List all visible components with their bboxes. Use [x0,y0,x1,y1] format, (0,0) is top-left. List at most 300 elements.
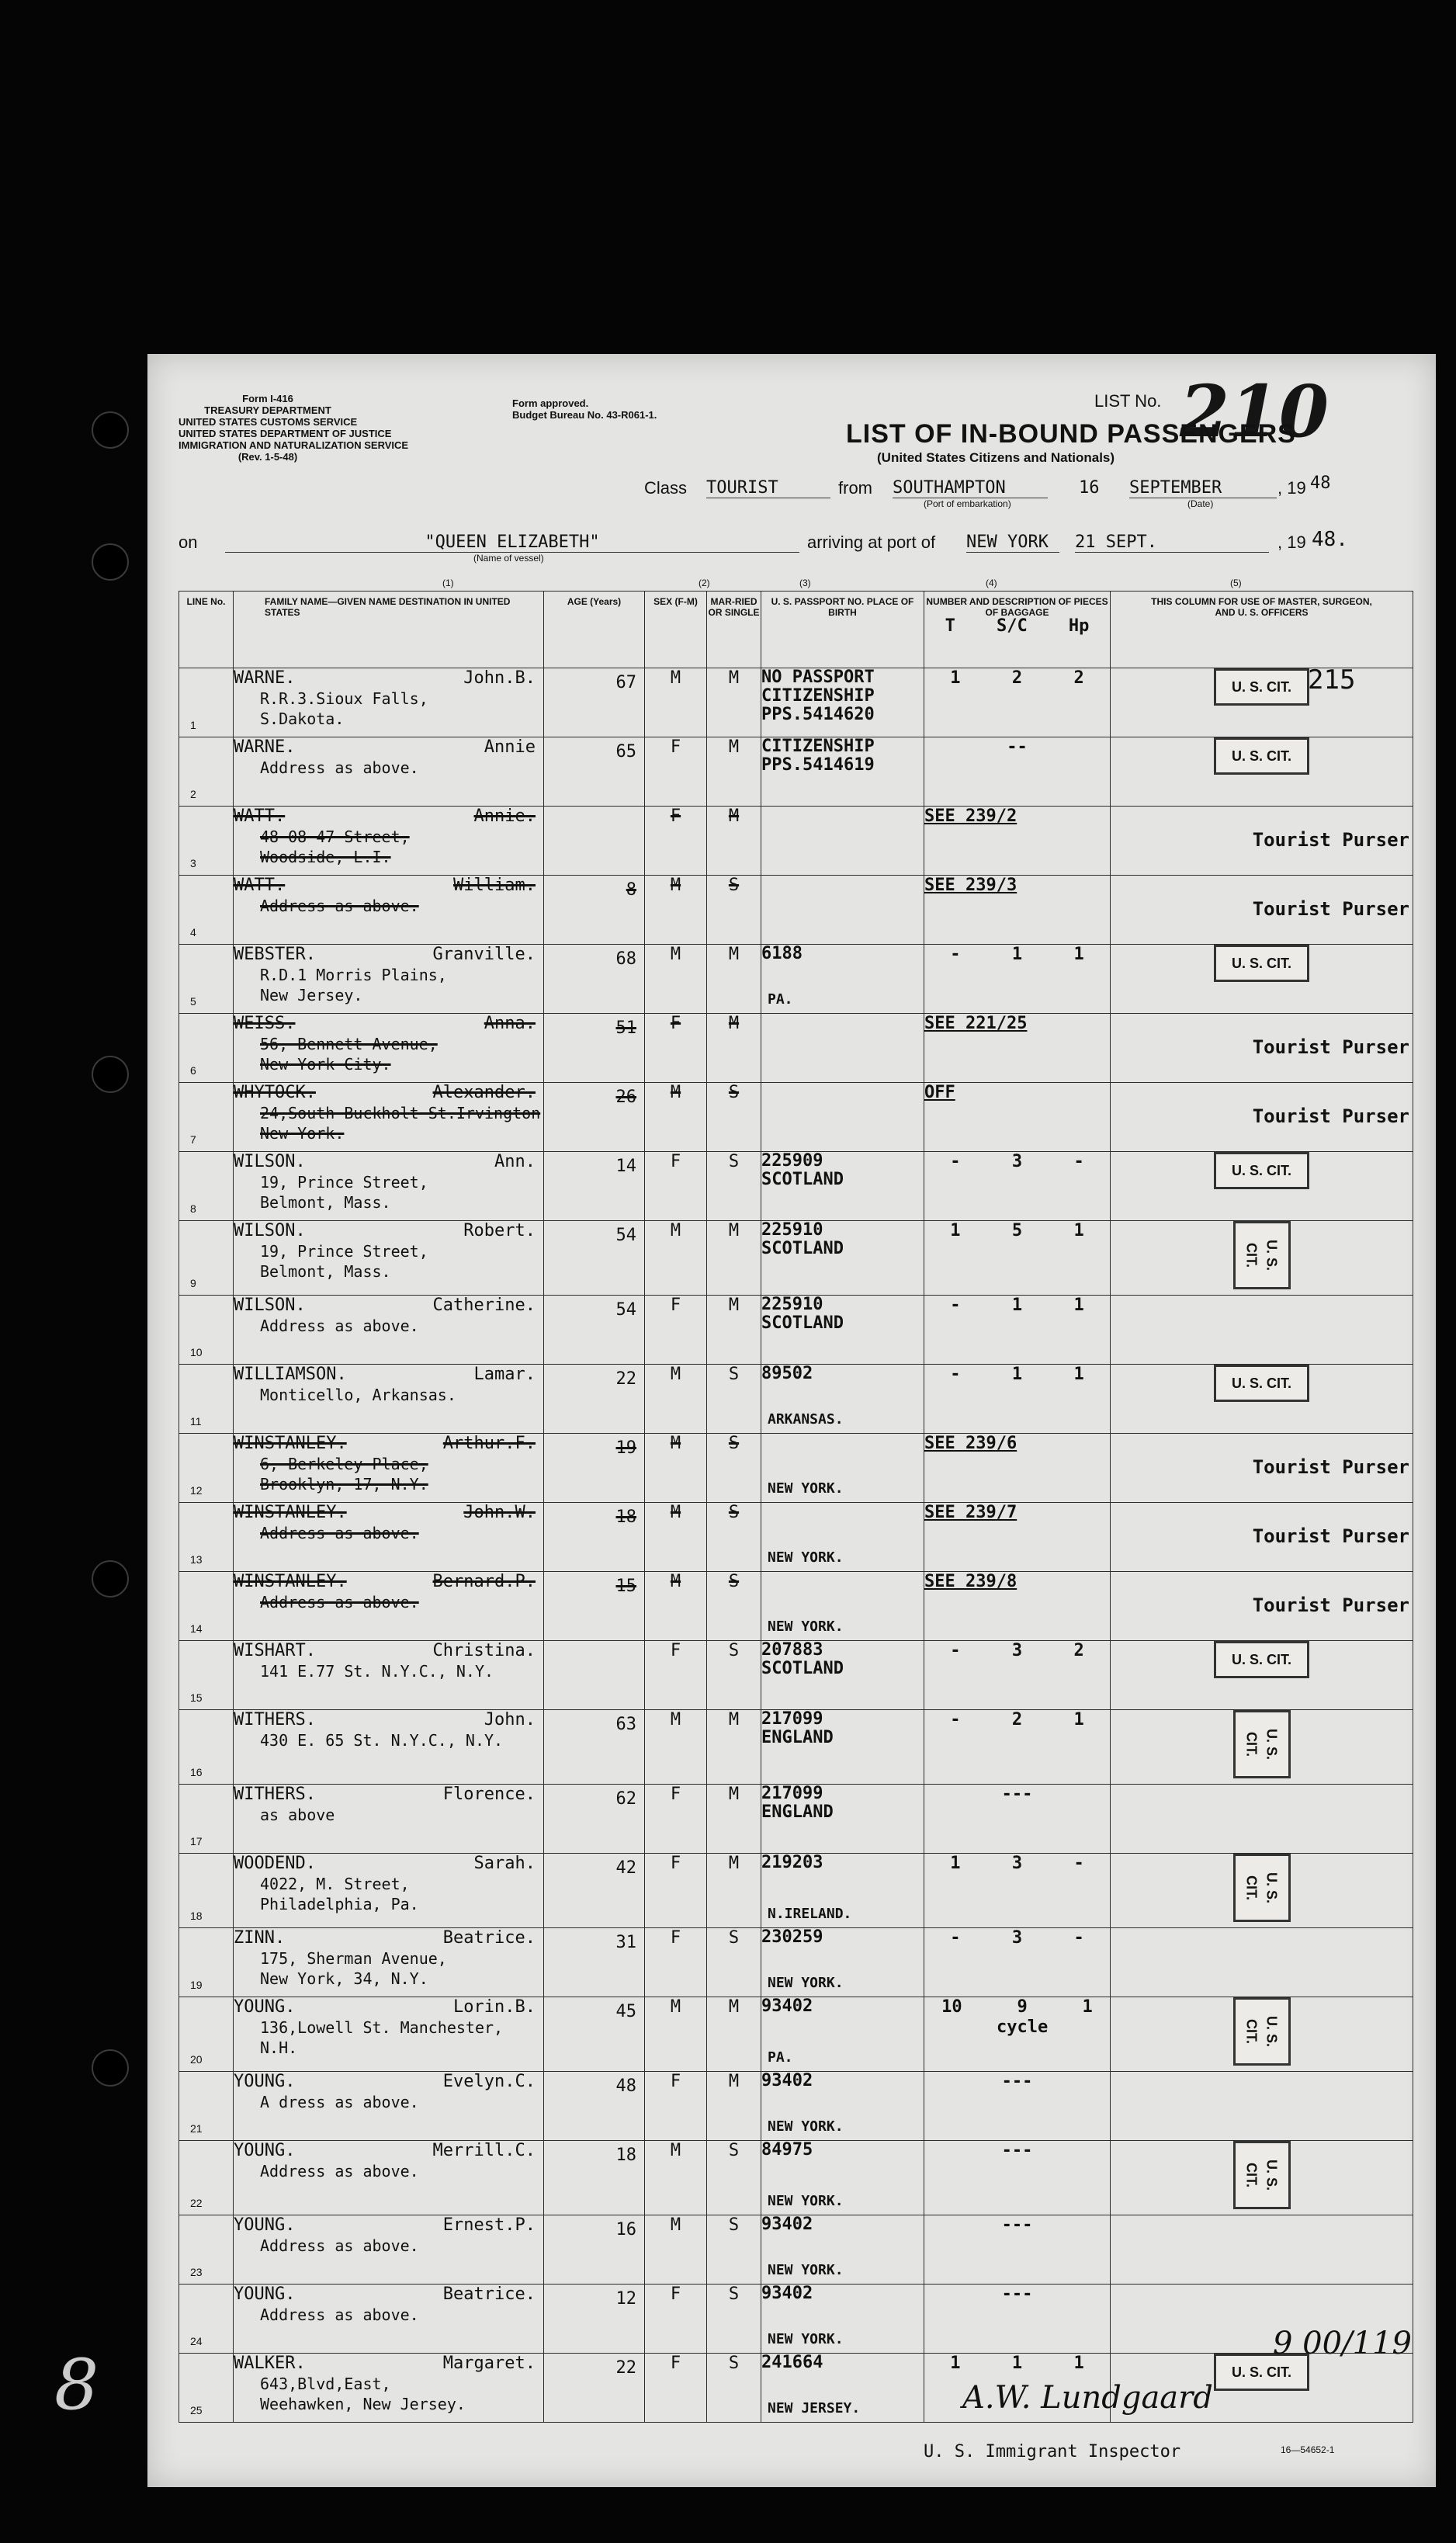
line-number: 5 [190,995,196,1008]
passport-value: 93402 [761,1997,813,2016]
family-name: WEBSTER. [234,945,316,964]
line-cell [179,1785,234,1854]
line-number: 2 [190,788,196,800]
destination: R.D.1 Morris Plains, New Jersey. [260,966,447,1004]
destination: Address as above. [260,2305,419,2324]
table-row [179,2285,1413,2354]
on-label: on [179,533,198,552]
line-cell [179,945,234,1014]
age-value: 42 [615,1858,636,1878]
baggage-cell [924,1221,1111,1296]
passport-value: 225909 SCOTLAND [761,1151,844,1189]
table-row [179,1221,1413,1296]
age-value: 22 [615,2358,636,2378]
marital-value: M [707,807,761,876]
age-cell [544,668,645,737]
family-name: WITHERS. [234,1785,316,1804]
line-cell [179,1014,234,1083]
line-cell [179,2072,234,2141]
sex-value: M [645,2141,707,2215]
destination: 141 E.77 St. N.Y.C., N.Y. [260,1662,494,1681]
table-row [179,1928,1413,1997]
purser-note: Tourist Purser [1252,1594,1409,1616]
line-cell [179,2215,234,2285]
purser-note: Tourist Purser [1252,1456,1409,1478]
name-cell [234,1928,544,1997]
sex-value: F [645,1928,707,1997]
passport-value: NO PASSPORT CITIZENSHIP PPS.5414620 [761,668,875,724]
given-name: Margaret. [442,2354,536,2373]
us-cit-stamp: U. S. CIT. [1214,737,1309,775]
marital-value: S [707,876,761,945]
age-cell [544,1641,645,1710]
arriving-label: arriving at port of [807,533,936,552]
bag-sc: 2 [1011,1710,1023,1729]
passport-value: CITIZENSHIP PPS.5414619 [761,737,875,775]
given-name: Annie. [473,807,536,826]
justice-dept: UNITED STATES DEPARTMENT OF JUSTICE [179,428,392,439]
family-name: ZINN. [234,1928,286,1948]
destination: R.R.3.Sioux Falls, S.Dakota. [260,689,428,728]
bag-hp: 2 [1073,1641,1084,1660]
destination: Address as above. [260,1524,419,1542]
purser-note: Tourist Purser [1252,1036,1409,1058]
officer-cell [1111,1785,1413,1854]
destination: Address as above. [260,758,419,777]
age-cell [544,807,645,876]
bag-hp: 1 [1073,2354,1084,2373]
age-value: 54 [615,1300,636,1320]
sex-value: F [645,2285,707,2354]
see-reference: SEE 239/2 [924,807,1017,826]
us-cit-stamp: U. S. CIT. [1214,668,1309,706]
age-cell [544,945,645,1014]
marital-value: M [707,1221,761,1296]
baggage-cell [924,2285,1111,2354]
passport-value: 225910 SCOTLAND [761,1295,844,1333]
line-cell [179,1928,234,1997]
officer-cell [1111,876,1413,945]
baggage-cell [924,1365,1111,1434]
passport-value: 84975 [761,2140,813,2160]
family-name: WINSTANLEY. [234,1572,347,1591]
destination: 4022, M. Street, Philadelphia, Pa. [260,1875,419,1913]
destination: as above [260,1806,335,1824]
age-value: 63 [615,1715,636,1734]
table-row [179,2072,1413,2141]
name-cell [234,807,544,876]
line-number: 7 [190,1133,196,1146]
given-name: Alexander. [432,1083,536,1102]
officer-cell [1111,807,1413,876]
line-cell [179,737,234,807]
line-number: 8 [190,1202,196,1215]
given-name: Bernard.P. [432,1572,536,1591]
baggage-cell [924,945,1111,1014]
officer-cell [1111,1854,1413,1928]
passport-cell [761,1785,924,1854]
baggage-cell [924,1997,1111,2072]
header-officer-column [1111,592,1413,668]
place-of-birth: NEW YORK. [768,1549,844,1566]
line-number: 6 [190,1064,196,1077]
line-cell [179,1854,234,1928]
place-of-birth: NEW YORK. [768,1618,844,1635]
passport-cell [761,1365,924,1434]
bag-t: 10 [941,1997,962,2017]
passport-cell [761,2354,924,2423]
line-number: 10 [190,1346,203,1358]
bag-sc: 3 [1011,1641,1023,1660]
age-cell [544,1572,645,1641]
table-row [179,1365,1413,1434]
marital-value: S [707,1434,761,1503]
passport-value: 93402 [761,2284,813,2303]
passport-cell [761,737,924,807]
given-name: Catherine. [432,1296,536,1315]
age-cell [544,1710,645,1785]
sex-value: M [645,945,707,1014]
marital-value: M [707,945,761,1014]
line-number: 19 [190,1979,203,1991]
bag-t: 1 [950,1854,961,1873]
class-value: TOURIST [706,478,830,498]
date-caption: (Date) [1187,498,1214,509]
age-value: 68 [615,949,636,969]
table-row [179,668,1413,737]
table-row [179,1572,1413,1641]
sex-value: F [645,1785,707,1854]
inspector-label: U. S. Immigrant Inspector [924,2442,1181,2461]
officer-cell [1111,1572,1413,1641]
passport-value: 207883 SCOTLAND [761,1640,844,1678]
age-value: 14 [615,1157,636,1176]
age-cell [544,876,645,945]
name-cell [234,2072,544,2141]
family-name: WATT. [234,876,286,895]
bag-hp: 1 [1073,1221,1084,1240]
table-row [179,1997,1413,2072]
baggage-cell [924,1296,1111,1365]
us-cit-stamp: U. S. CIT. [1214,1365,1309,1402]
passport-cell [761,2215,924,2285]
list-number: 210 [1180,369,1329,453]
age-cell [544,737,645,807]
passenger-rows [179,668,1413,2423]
line-number: 3 [190,857,196,869]
baggage-cell [924,1014,1111,1083]
destination: 136,Lowell St. Manchester, N.H. [260,2018,504,2057]
name-cell [234,2354,544,2423]
bag-t: - [950,1365,961,1384]
destination: Address as above. [260,2236,419,2255]
baggage-cell [924,1928,1111,1997]
see-reference: SEE 239/7 [924,1503,1017,1522]
passport-value: 217099 ENGLAND [761,1784,834,1822]
place-of-birth: NEW YORK. [768,2193,844,2209]
passport-cell [761,1434,924,1503]
given-name: Evelyn.C. [442,2072,536,2091]
line-number: 17 [190,1835,203,1847]
destination: 175, Sherman Avenue, New York, 34, N.Y. [260,1949,447,1988]
officer-cell [1111,2215,1413,2285]
passport-value: 230259 [761,1927,823,1947]
name-cell [234,1710,544,1785]
name-cell [234,1641,544,1710]
binder-hole [92,411,129,449]
family-name: WILSON. [234,1221,306,1240]
baggage-cell [924,807,1111,876]
line-number: 15 [190,1691,203,1704]
us-cit-stamp: U. S. CIT. [1214,1152,1309,1189]
header-married: MAR-RIED OR SINGLE [707,592,761,668]
given-name: Ernest.P. [442,2215,536,2235]
baggage-cell [924,1854,1111,1928]
margin-number: 215 [1308,664,1356,696]
place-of-birth: NEW YORK. [768,1975,844,1991]
given-name: Robert. [463,1221,536,1240]
table-row [179,876,1413,945]
officer-cell [1111,1928,1413,1997]
officer-cell [1111,2072,1413,2141]
family-name: YOUNG. [234,2072,296,2091]
line-number: 12 [190,1484,203,1497]
vessel-name: "QUEEN ELIZABETH" [225,533,799,553]
purser-note: Tourist Purser [1252,1105,1409,1127]
bag-sc: 1 [1011,945,1023,964]
line-number: 16 [190,1766,203,1778]
form-approval [512,397,657,421]
line-cell [179,807,234,876]
passport-cell [761,1014,924,1083]
see-reference: OFF [924,1083,955,1102]
passport-cell [761,945,924,1014]
print-code: 16—54652-1 [1281,2444,1335,2455]
see-reference: SEE 239/8 [924,1572,1017,1591]
marital-value: M [707,1854,761,1928]
bag-t: - [950,1710,961,1729]
line-cell [179,1503,234,1572]
family-name: WARNE. [234,668,296,688]
arrival-port: NEW YORK [966,533,1059,553]
line-cell [179,2141,234,2215]
place-of-birth: PA. [768,2049,793,2066]
header-baggage [924,592,1111,668]
bag-sc: --- [1001,2285,1033,2304]
officer-cell [1111,1710,1413,1785]
given-name: John. [484,1710,536,1729]
destination: Address as above. [260,2162,419,2180]
baggage-cell [924,1152,1111,1221]
officer-cell [1111,1083,1413,1152]
name-cell [234,1365,544,1434]
bag-hp: - [1073,1152,1084,1171]
passport-value: 225910 SCOTLAND [761,1220,844,1258]
line-cell [179,1434,234,1503]
page-title: LIST OF IN-BOUND PASSENGERS [846,419,1296,449]
given-name: Merrill.C. [432,2141,536,2160]
passport-cell [761,1083,924,1152]
baggage-cell [924,1083,1111,1152]
name-cell [234,1221,544,1296]
given-name: John.W. [463,1503,536,1522]
page-subtitle: (United States Citizens and Nationals) [877,450,1115,465]
line-number: 9 [190,1277,196,1289]
given-name: Arthur.F. [442,1434,536,1453]
bag-hp: 2 [1073,668,1084,688]
us-cit-stamp: U. S. CIT. [1233,1997,1291,2066]
family-name: WILSON. [234,1152,306,1171]
table-row [179,1296,1413,1365]
destination: Address as above. [260,897,419,915]
officer-cell [1111,737,1413,807]
line-cell [179,1641,234,1710]
passport-cell [761,1710,924,1785]
name-cell [234,1083,544,1152]
passport-cell [761,1503,924,1572]
header-sex: SEX (F-M) [645,592,707,668]
sex-value: F [645,2072,707,2141]
sex-value: M [645,1434,707,1503]
baggage-cell [924,2072,1111,2141]
line-cell [179,1710,234,1785]
line-cell [179,1572,234,1641]
bag-sc: 2 [1011,668,1023,688]
passport-cell [761,1641,924,1710]
passport-cell [761,1572,924,1641]
bag-sc: --- [1001,2215,1033,2235]
name-cell [234,1014,544,1083]
family-name: WISHART. [234,1641,316,1660]
given-name: Lamar. [473,1365,536,1384]
bag-sc: -- [1007,737,1028,757]
name-cell [234,2215,544,2285]
age-value: 62 [615,1789,636,1809]
sex-value: M [645,2215,707,2285]
table-row [179,1854,1413,1928]
given-name: Ann. [494,1152,536,1171]
sex-value: F [645,1296,707,1365]
family-name: WATT. [234,807,286,826]
given-name: Granville. [432,945,536,964]
age-value: 8 [626,880,636,900]
bag-hp: 1 [1073,1296,1084,1315]
name-cell [234,1152,544,1221]
place-of-birth: NEW JERSEY. [768,2400,861,2416]
age-value: 16 [615,2220,636,2239]
manifest-sheet [147,354,1436,2487]
age-cell [544,2215,645,2285]
binder-hole [92,543,129,581]
age-cell [544,1365,645,1434]
age-cell [544,1785,645,1854]
marital-value: S [707,1572,761,1641]
family-name: YOUNG. [234,2215,296,2235]
departure-day: 16 [1079,478,1100,498]
table-row [179,1503,1413,1572]
sex-value: M [645,876,707,945]
passport-cell [761,2072,924,2141]
sex-value: F [645,1641,707,1710]
line-number: 18 [190,1910,203,1922]
line-cell [179,668,234,737]
line-number: 24 [190,2335,203,2347]
officer-cell [1111,1365,1413,1434]
line-cell [179,1997,234,2072]
arrival-year: 48. [1312,528,1348,551]
inspector-signature: A.W. Lundgaard [962,2380,1213,2416]
revision: (Rev. 1-5-48) [237,451,298,463]
us-cit-stamp: U. S. CIT. [1233,1854,1291,1922]
passport-value: 93402 [761,2215,813,2234]
family-name: WINSTANLEY. [234,1434,347,1453]
bag-hp: 1 [1073,1365,1084,1384]
baggage-cell [924,1641,1111,1710]
destination: 56, Bennett Avenue, New York City. [260,1035,438,1074]
place-of-birth: N.IRELAND. [768,1906,852,1922]
family-name: WARNE. [234,737,296,757]
col-number-5: (5) [1230,578,1242,588]
form-number: Form I-416 [242,393,293,404]
destination: 430 E. 65 St. N.Y.C., N.Y. [260,1731,504,1750]
passport-cell [761,1152,924,1221]
age-cell [544,1014,645,1083]
officer-cell [1111,945,1413,1014]
sex-value: M [645,1221,707,1296]
marital-value: M [707,668,761,737]
age-value: 51 [615,1018,636,1038]
name-cell [234,876,544,945]
destination: 643,Blvd,East, Weehawken, New Jersey. [260,2375,466,2413]
passport-cell [761,668,924,737]
bag-sc: 1 [1011,1296,1023,1315]
bag-t: - [950,1641,961,1660]
age-value: 18 [615,1507,636,1527]
sex-value: M [645,1083,707,1152]
embarkation-port: SOUTHAMPTON [893,478,1048,498]
age-value: 15 [615,1577,636,1596]
given-name: Lorin.B. [453,1997,536,2017]
header-name: FAMILY NAME—GIVEN NAME DESTINATION IN UNITED STATES [234,592,544,668]
age-cell [544,1083,645,1152]
passport-cell [761,1296,924,1365]
bag-t: - [950,945,961,964]
family-name: WILSON. [234,1296,306,1315]
place-of-birth: NEW YORK. [768,2262,844,2278]
customs-service: UNITED STATES CUSTOMS SERVICE [179,416,358,428]
given-name: William. [453,876,536,895]
marital-value: M [707,1997,761,2072]
header-bag-sc: S/C [996,616,1028,636]
sex-value: F [645,1014,707,1083]
baggage-cell [924,2215,1111,2285]
us-cit-stamp: U. S. CIT. [1214,2354,1309,2391]
age-value: 48 [615,2076,636,2096]
marital-value: M [707,1785,761,1854]
age-value: 65 [615,742,636,762]
given-name: Beatrice. [442,1928,536,1948]
table-row [179,2141,1413,2215]
marital-value: S [707,2141,761,2215]
bag-t: 1 [950,2354,961,2373]
bag-sc: 5 [1011,1221,1023,1240]
age-value: 45 [615,2002,636,2021]
family-name: WHYTOCK. [234,1083,316,1102]
age-value: 19 [615,1438,636,1458]
bag-sc: 1 [1011,2354,1023,2373]
binder-hole [92,1560,129,1598]
line-number: 22 [190,2197,203,2209]
